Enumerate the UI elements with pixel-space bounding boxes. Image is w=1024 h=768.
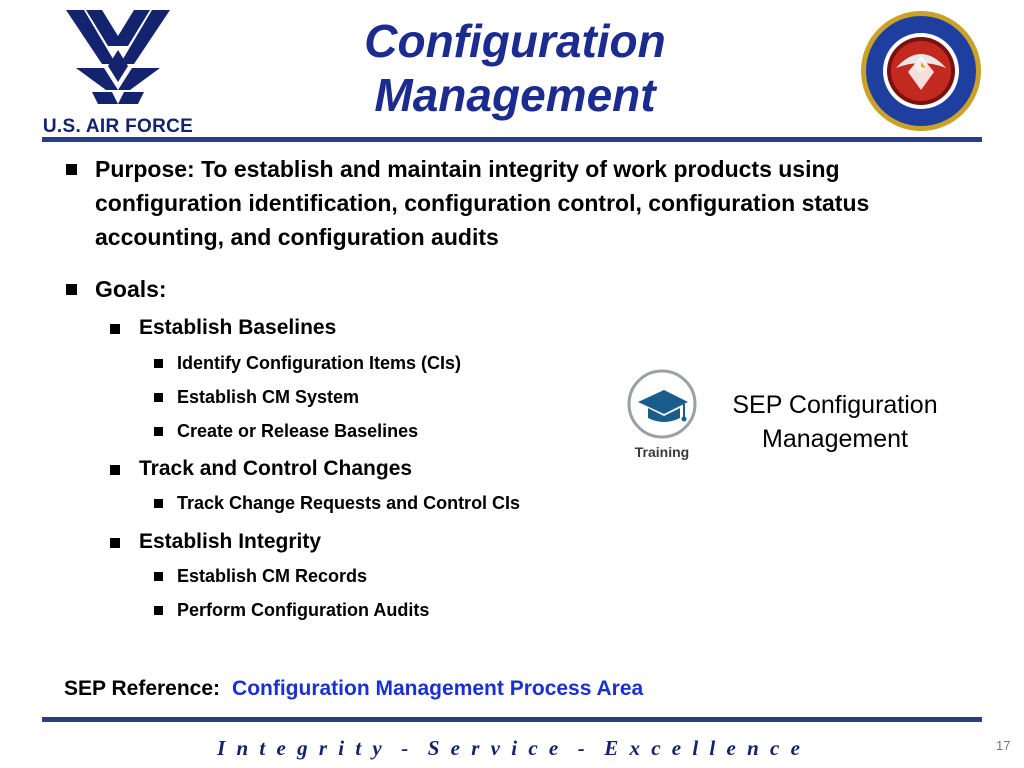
goal-subitem: [152, 565, 367, 587]
square-bullet-icon: [154, 606, 163, 615]
reference-label: SEP Reference:: [64, 677, 221, 700]
logo-text: U.S. AIR FORCE: [42, 116, 194, 137]
sep-link-line-1: SEP Configuration: [732, 391, 938, 419]
seal-emblem-icon: [860, 10, 982, 132]
header-divider: [42, 137, 982, 142]
goal-subitem-text: Create or Release Baselines: [177, 421, 419, 441]
square-bullet-icon: [110, 538, 120, 548]
goal-subitem-text: Identify Configuration Items (CIs): [177, 353, 462, 373]
purpose-bullet: [62, 152, 962, 254]
goals-bullet: [62, 272, 962, 306]
goal-label: Track and Control Changes: [139, 457, 413, 480]
square-bullet-icon: [110, 324, 120, 334]
process-area-link[interactable]: Configuration Management Process Area: [232, 677, 644, 700]
footer-divider: [42, 717, 982, 722]
training-label: Training: [634, 444, 690, 460]
goal-item: [108, 456, 412, 482]
goal-subitem-text: Track Change Requests and Control CIs: [177, 493, 521, 513]
square-bullet-icon: [154, 393, 163, 402]
square-bullet-icon: [154, 427, 163, 436]
square-bullet-icon: [154, 359, 163, 368]
square-bullet-icon: [154, 572, 163, 581]
footer-motto: I n t e g r i t y - S e r v i c e - E x c e l l e n c e: [217, 736, 803, 760]
goal-label: Establish Integrity: [139, 530, 322, 553]
goal-item: [108, 315, 336, 341]
goal-subitem-text: Establish CM Records: [177, 566, 368, 586]
goals-label: Goals:: [95, 276, 167, 302]
title-line-1: Configuration: [364, 15, 666, 67]
sep-configuration-management-link[interactable]: [700, 388, 970, 456]
air-force-logo: [38, 6, 198, 137]
goal-subitem: [152, 492, 520, 514]
training-icon-button[interactable]: [624, 368, 702, 464]
square-bullet-icon: [66, 284, 77, 295]
square-bullet-icon: [154, 499, 163, 508]
page-number: 17: [996, 738, 1011, 753]
goal-subitem: [152, 352, 461, 374]
goal-subitem-text: Perform Configuration Audits: [177, 600, 430, 620]
square-bullet-icon: [66, 164, 77, 175]
air-force-wings-icon: [62, 6, 174, 111]
goal-subitem: [152, 599, 429, 621]
lifecycle-center-seal: [860, 10, 982, 132]
title-line-2: Management: [374, 69, 656, 121]
sep-link-line-2: Management: [762, 425, 908, 453]
goal-subitem-text: Establish CM System: [177, 387, 360, 407]
goal-subitem: [152, 420, 418, 442]
page-title: [280, 14, 750, 122]
goal-item: [108, 529, 321, 555]
purpose-text: Purpose: To establish and maintain integrity of work products using configuration identification, configuration control, configuration status accounting, and configuration audits: [95, 156, 870, 250]
sep-reference: [64, 677, 643, 701]
graduation-cap-icon: [624, 368, 700, 444]
goal-label: Establish Baselines: [139, 316, 337, 339]
goal-subitem: [152, 386, 359, 408]
square-bullet-icon: [110, 465, 120, 475]
